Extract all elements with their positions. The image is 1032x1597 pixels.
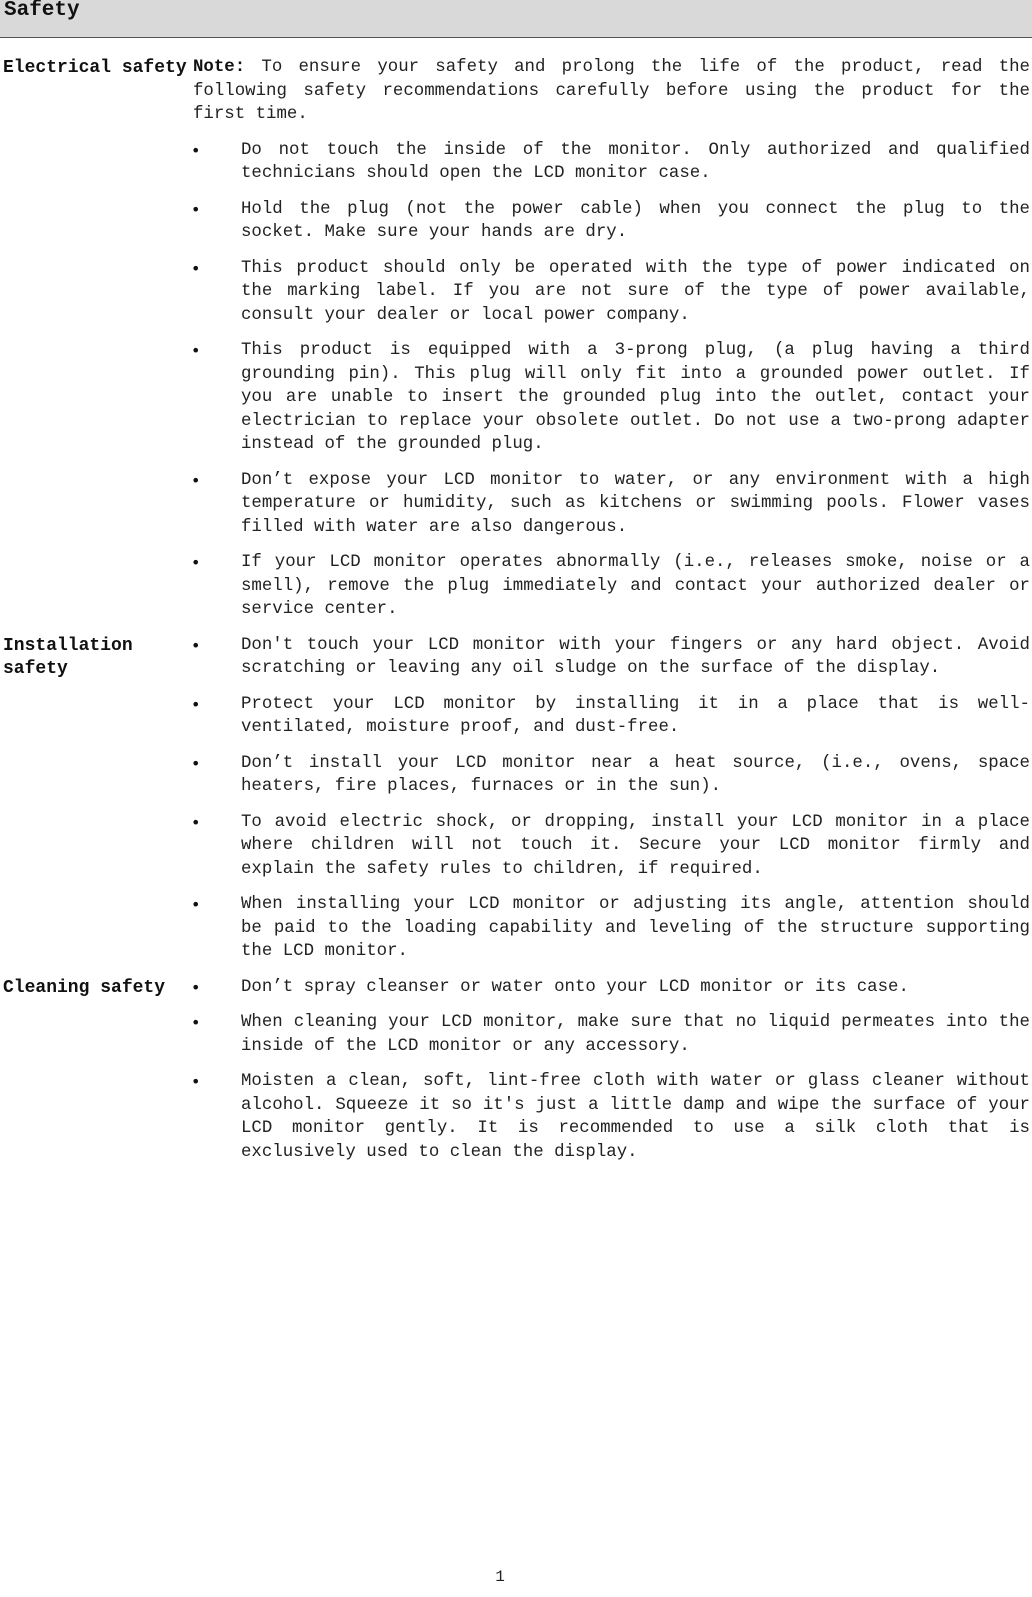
section-body [188,634,1030,976]
bullet-icon: • [191,553,201,572]
bullet-icon: • [191,1013,201,1032]
bullet-icon: • [191,470,201,490]
list-item-text: To avoid electric shock, or dropping, install your LCD monitor in a place where children will not touch it. Secure your LCD monitor firmly and explain the safety rules to children, if required. [241,812,1030,879]
list-item-text: This product is equipped with a 3-prong plug, (a plug having a third grounding pin). This plug will only fit into a grounded power outlet. If you are unable to insert the grounded plug into the outlet, contact your electrician to replace your obsolete outlet. Do not use a two-prong adapter instead of the grounded plug. [241,341,1030,454]
section-electrical-safety [0,56,1032,634]
section-cleaning-safety [0,976,1032,1177]
list-item-text: Don't touch your LCD monitor with your fingers or any hard object. Avoid scratching or leaving any oil sludge on the surface of the display. [241,635,1030,678]
bullet-icon: • [191,753,201,773]
list-item [188,693,1030,740]
section-body [188,976,1030,1177]
bullet-icon: • [191,341,201,360]
note-label: Note: [193,58,246,77]
list-item-text: Don’t spray cleanser or water onto your LCD monitor or its case. [241,977,909,997]
list-item-text: Don’t install your LCD monitor near a heat source, (i.e., ovens, space heaters, fire places, furnaces or in the sun). [241,753,1030,796]
list-item [188,634,1030,681]
list-item-text: Moisten a clean, soft, lint-free cloth with water or glass cleaner without alcohol. Squeeze it so it's just a little damp and wipe the surface of your LCD monitor gently. It is recommended to use a silk cloth that is exclusively used to clean the display. [241,1072,1030,1162]
bullet-icon: • [191,635,201,655]
list-item [188,551,1030,622]
document-content [0,56,1032,1176]
list-item-text: If your LCD monitor operates abnormally (i.e., releases smoke, noise or a smell), remove the plug immediately and contact your authorized dealer or service center. [241,553,1030,619]
page-title: Safety [4,0,80,22]
bullet-icon: • [191,258,201,278]
header-bar [0,0,1032,38]
section-installation-safety [0,634,1032,976]
list-item-text: Do not touch the inside of the monitor. Only authorized and qualified technicians should open the LCD monitor case. [241,140,1030,183]
list-item [188,1070,1030,1164]
list-item-text: This product should only be operated with the type of power indicated on the marking label. If you are not sure of the type of power available, consult your dealer or local power company. [241,258,1030,325]
list-item [188,1011,1030,1058]
list-item [188,257,1030,328]
bullet-icon: • [191,694,201,714]
section-label: Electrical safety [3,58,187,78]
list-item-text: Protect your LCD monitor by installing it in a place that is well-ventilated, moisture proof, and dust-free. [241,694,1030,737]
section-label: Cleaning safety [3,977,166,998]
bullet-list [188,139,1030,622]
bullet-icon: • [191,1072,201,1091]
list-item-text: When cleaning your LCD monitor, make sure that no liquid permeates into the inside of the LCD monitor or any accessory. [241,1013,1030,1056]
list-item [188,752,1030,799]
bullet-icon: • [191,812,201,832]
bullet-list [188,976,1030,1165]
list-item [188,198,1030,245]
section-body [188,56,1030,634]
list-item [188,339,1030,457]
list-item-text: Don’t expose your LCD monitor to water, or any environment with a high temperature or humidity, such as kitchens or swimming pools. Flower vases filled with water are also dangerous. [241,470,1030,537]
list-item-text: Hold the plug (not the power cable) when you connect the plug to the socket. Make sure your hands are dry. [241,199,1030,242]
bullet-icon: • [191,199,201,219]
note-text: To ensure your safety and prolong the life of the product, read the following safety recommendations carefully before using the product for the first time. [193,58,1030,124]
list-item [188,976,1030,1000]
page-number: 1 [495,1568,505,1586]
list-item [188,469,1030,540]
bullet-icon: • [191,977,201,997]
section-label: Installation safety [3,635,133,679]
bullet-icon: • [191,140,201,160]
list-item [188,811,1030,882]
note-paragraph [188,56,1030,127]
bullet-list [188,634,1030,964]
bullet-icon: • [191,895,201,914]
list-item-text: When installing your LCD monitor or adjusting its angle, attention should be paid to the loading capability and leveling of the structure supporting the LCD monitor. [241,895,1030,961]
list-item [188,893,1030,964]
list-item [188,139,1030,186]
